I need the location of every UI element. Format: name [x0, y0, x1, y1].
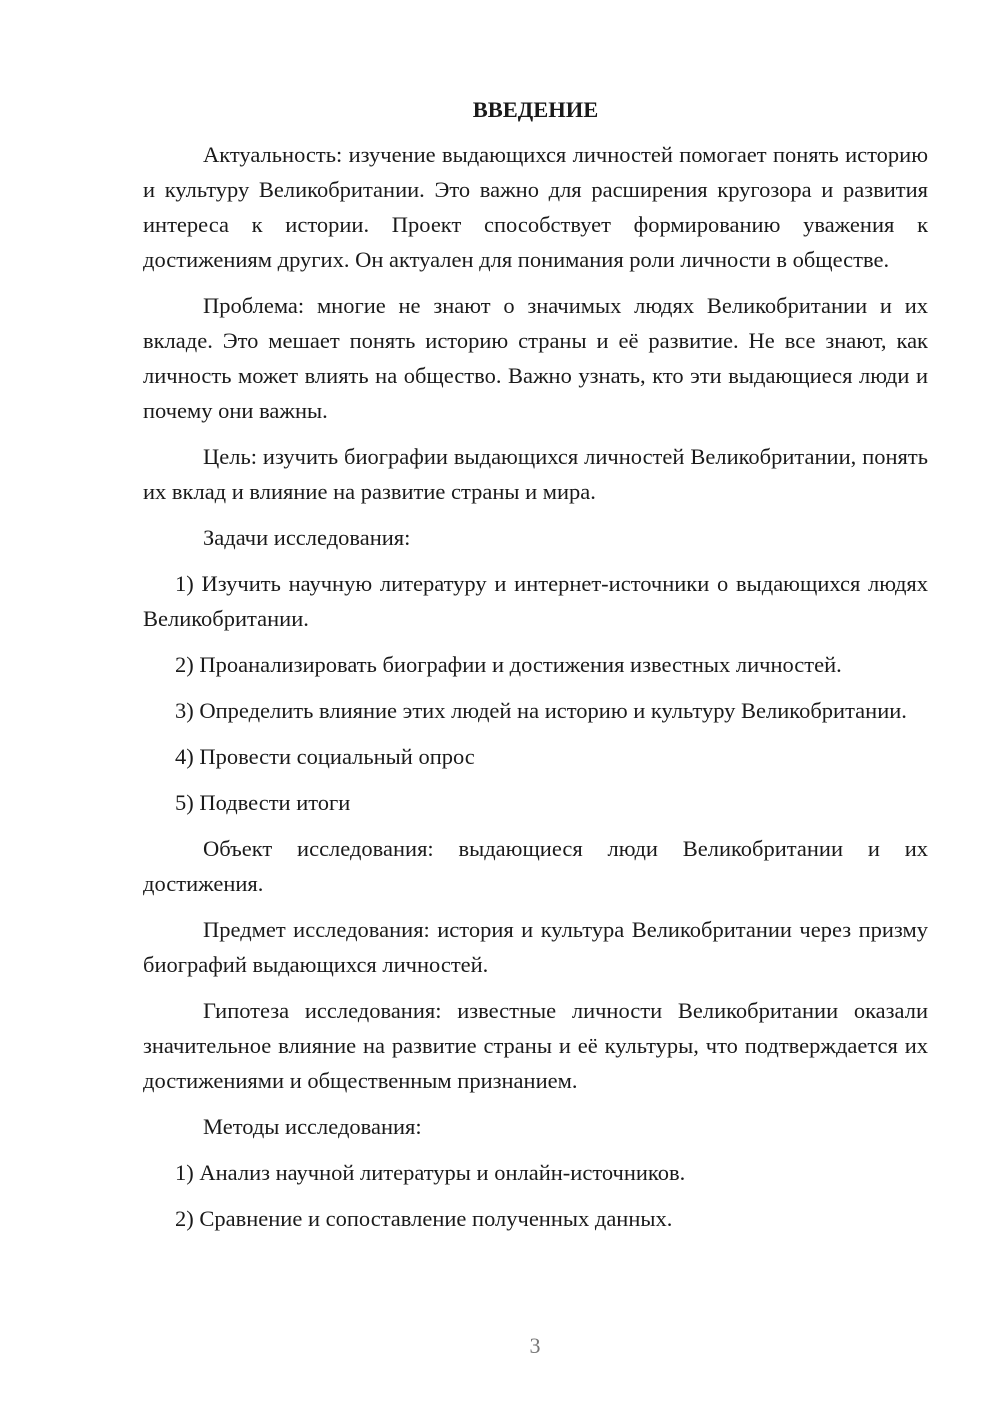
page-number: 3	[529, 1333, 541, 1358]
section-title: ВВЕДЕНИЕ	[472, 97, 599, 122]
subject-paragraph: Предмет исследования: история и культура Великобритании через призму биографий выдающихся личностей.	[143, 917, 928, 977]
task-item-2: 2) Проанализировать биографии и достижения известных личностей.	[175, 652, 842, 677]
object-paragraph: Объект исследования: выдающиеся люди Великобритании и их достижения.	[143, 836, 928, 896]
relevance-paragraph: Актуальность: изучение выдающихся личностей помогает понять историю и культуру Великобритании. Это важно для расширения кругозора и развития интереса к истории. Проект способствует формированию уважения к достижениям других. Он актуален для понимания роли личности в обществе.	[143, 142, 928, 272]
methods-heading: Методы исследования:	[203, 1114, 422, 1139]
method-item-2: 2) Сравнение и сопоставление полученных данных.	[175, 1206, 673, 1231]
tasks-heading: Задачи исследования:	[203, 525, 411, 550]
task-item-3: 3) Определить влияние этих людей на историю и культуру Великобритании.	[175, 698, 907, 723]
problem-paragraph: Проблема: многие не знают о значимых людях Великобритании и их вкладе. Это мешает понять историю страны и её развитие. Не все знают, как личность может влиять на общество. Важно узнать, кто эти выдающиеся люди и почему они важны.	[143, 293, 928, 423]
document-page	[143, 92, 928, 1247]
method-item-1: 1) Анализ научной литературы и онлайн-источников.	[175, 1160, 686, 1185]
goal-paragraph: Цель: изучить биографии выдающихся личностей Великобритании, понять их вклад и влияние на развитие страны и мира.	[143, 444, 928, 504]
task-item-1: 1) Изучить научную литературу и интернет-источники о выдающихся людях Великобритании.	[143, 571, 928, 631]
task-item-4: 4) Провести социальный опрос	[175, 744, 475, 769]
hypothesis-paragraph: Гипотеза исследования: известные личности Великобритании оказали значительное влияние на развитие страны и её культуры, что подтверждается их достижениями и общественным признанием.	[143, 998, 928, 1093]
task-item-5: 5) Подвести итоги	[175, 790, 351, 815]
